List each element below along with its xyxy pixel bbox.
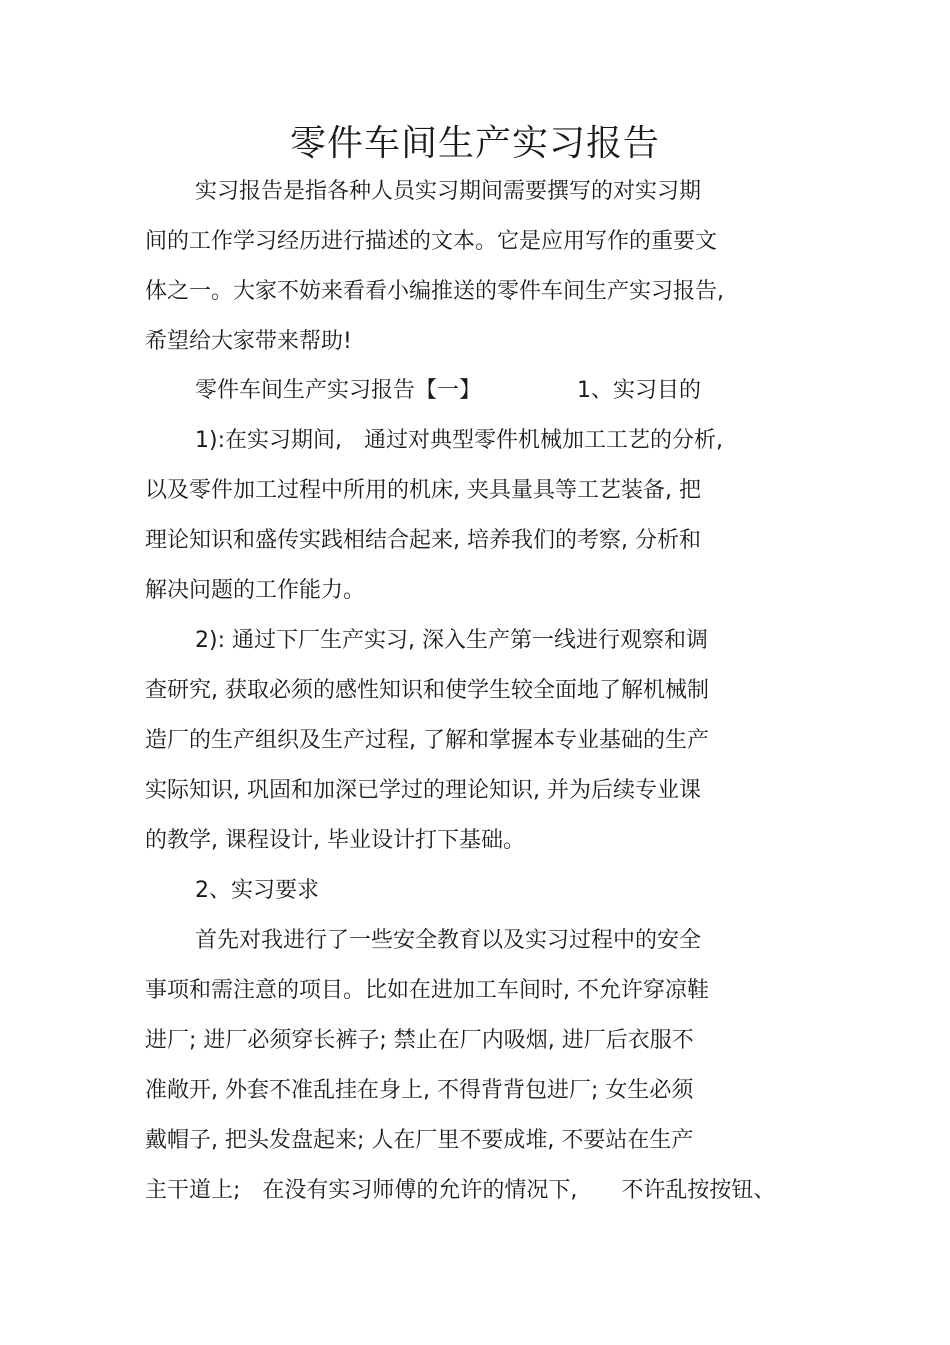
paragraph-line: 戴帽子, 把头发盘起来; 人在厂里不要成堆, 不要站在生产 xyxy=(145,1128,694,1153)
paragraph-line-part: 不许乱按按钮、 xyxy=(621,1178,776,1203)
section-heading-line xyxy=(195,366,701,416)
paragraph-line: 希望给大家带来帮助! xyxy=(145,329,352,354)
paragraph-line: 实习报告是指各种人员实习期间需要撰写的对实习期 xyxy=(195,179,702,204)
subsection-heading: 2、实习要求 xyxy=(195,878,319,903)
paragraph-line: 以及零件加工过程中所用的机床, 夹具量具等工艺装备, 把 xyxy=(145,478,701,503)
paragraph-line-part: 通过对典型零件机械加工工艺的分析, xyxy=(364,428,723,453)
paragraph-line: 间的工作学习经历进行描述的文本。它是应用写作的重要文 xyxy=(145,229,718,254)
paragraph-line: 准敞开, 外套不准乱挂在身上, 不得背背包进厂; 女生必须 xyxy=(145,1078,694,1103)
paragraph-line: 查研究, 获取必须的感性知识和使学生较全面地了解机械制 xyxy=(145,678,709,703)
paragraph-line: 解决问题的工作能力。 xyxy=(145,578,366,603)
paragraph-line-part: 在没有实习师傅的允许的情况下, xyxy=(262,1178,578,1203)
subsection-heading: 1、实习目的 xyxy=(577,378,702,403)
paragraph-line: 理论知识和盛传实践相结合起来, 培养我们的考察, 分析和 xyxy=(145,528,701,553)
paragraph-line: 实际知识, 巩固和加深已学过的理论知识, 并为后续专业课 xyxy=(145,778,701,803)
paragraph-line xyxy=(195,416,723,466)
paragraph-line: 体之一。大家不妨来看看小编推送的零件车间生产实习报告, xyxy=(145,279,724,304)
document-title: 零件车间生产实习报告 xyxy=(289,123,660,164)
paragraph-line: 的教学, 课程设计, 毕业设计打下基础。 xyxy=(145,828,525,853)
paragraph-line xyxy=(145,1166,775,1216)
paragraph-line: 2): 通过下厂生产实习, 深入生产第一线进行观察和调 xyxy=(195,628,708,653)
paragraph-line: 首先对我进行了一些安全教育以及实习过程中的安全 xyxy=(195,928,702,953)
paragraph-line-part: 1):在实习期间, xyxy=(195,428,342,453)
paragraph-line-part: 主干道上; xyxy=(145,1178,241,1203)
paragraph-line: 造厂的生产组织及生产过程, 了解和掌握本专业基础的生产 xyxy=(145,728,709,753)
paragraph-line: 进厂; 进厂必须穿长裤子; 禁止在厂内吸烟, 进厂后衣服不 xyxy=(145,1028,694,1053)
paragraph-line: 事项和需注意的项目。比如在进加工车间时, 不允许穿凉鞋 xyxy=(145,978,709,1003)
report-part-heading: 零件车间生产实习报告【一】 xyxy=(195,378,482,403)
